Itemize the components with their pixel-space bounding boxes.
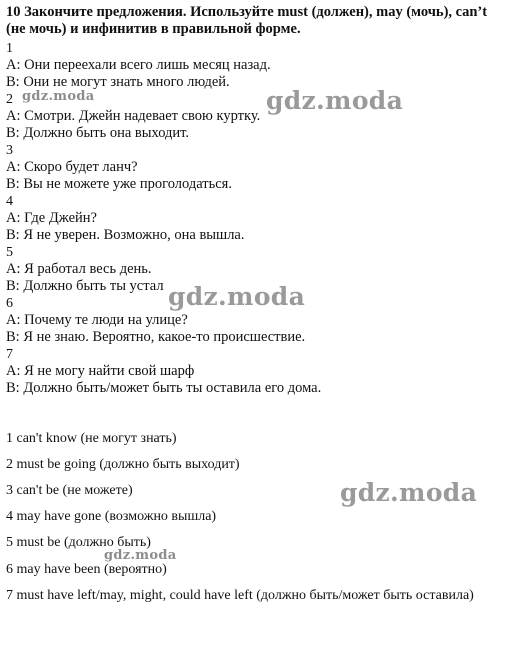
watermark: gdz.moda: [22, 89, 95, 104]
dialog-number: 6: [6, 296, 13, 311]
dialog-number: 4: [6, 194, 13, 209]
dialog-line-b: В: Должно быть ты устал: [6, 278, 164, 294]
dialog-number: 7: [6, 347, 13, 362]
answer-item: 5 must be (должно быть): [6, 535, 151, 550]
exercise-title: 10 Закончите предложения. Используйте must (должен), may (мочь), can’t (не мочь) и инфинитив в правильной форме.: [6, 4, 488, 37]
answer-item: 4 may have gone (возможно вышла): [6, 509, 217, 524]
dialog-line-b: В: Должно быть она выходит.: [6, 125, 190, 141]
watermark: gdz.moda: [266, 86, 404, 115]
answer-item: 1 can't know (не могут знать): [6, 431, 177, 446]
dialog-line-b: В: Они не могут знать много людей.: [6, 74, 230, 90]
answer-item: 2 must be going (должно быть выходит): [6, 457, 240, 472]
dialog-line-a: А: Смотри. Джейн надевает свою куртку.: [6, 108, 261, 124]
dialog-line-a: А: Я работал весь день.: [6, 261, 152, 277]
dialog-line-a: А: Где Джейн?: [6, 210, 97, 226]
answer-item: 6 may have been (вероятно): [6, 562, 167, 577]
watermark: gdz.moda: [168, 282, 306, 311]
dialog-line-a: А: Я не могу найти свой шарф: [6, 363, 195, 379]
dialog-line-a: А: Почему те люди на улице?: [6, 312, 188, 328]
dialog-line-b: В: Должно быть/может быть ты оставила его дома.: [6, 380, 322, 396]
answer-item: 3 can't be (не можете): [6, 483, 133, 498]
dialog-number: 3: [6, 143, 13, 158]
dialog-line-b: В: Я не уверен. Возможно, она вышла.: [6, 227, 245, 243]
dialog-line-b: В: Вы не можете уже проголодаться.: [6, 176, 232, 192]
dialog-number: 1: [6, 41, 13, 56]
dialog-number: 2: [6, 92, 13, 107]
watermark: gdz.moda: [104, 548, 177, 563]
dialog-line-a: А: Скоро будет ланч?: [6, 159, 138, 175]
dialog-line-b: В: Я не знаю. Вероятно, какое-то происшествие.: [6, 329, 306, 345]
dialog-line-a: А: Они переехали всего лишь месяц назад.: [6, 57, 271, 73]
dialog-number: 5: [6, 245, 13, 260]
answer-item: 7 must have left/may, might, could have left (должно быть/может быть оставила): [6, 588, 474, 603]
watermark: gdz.moda: [340, 478, 478, 507]
